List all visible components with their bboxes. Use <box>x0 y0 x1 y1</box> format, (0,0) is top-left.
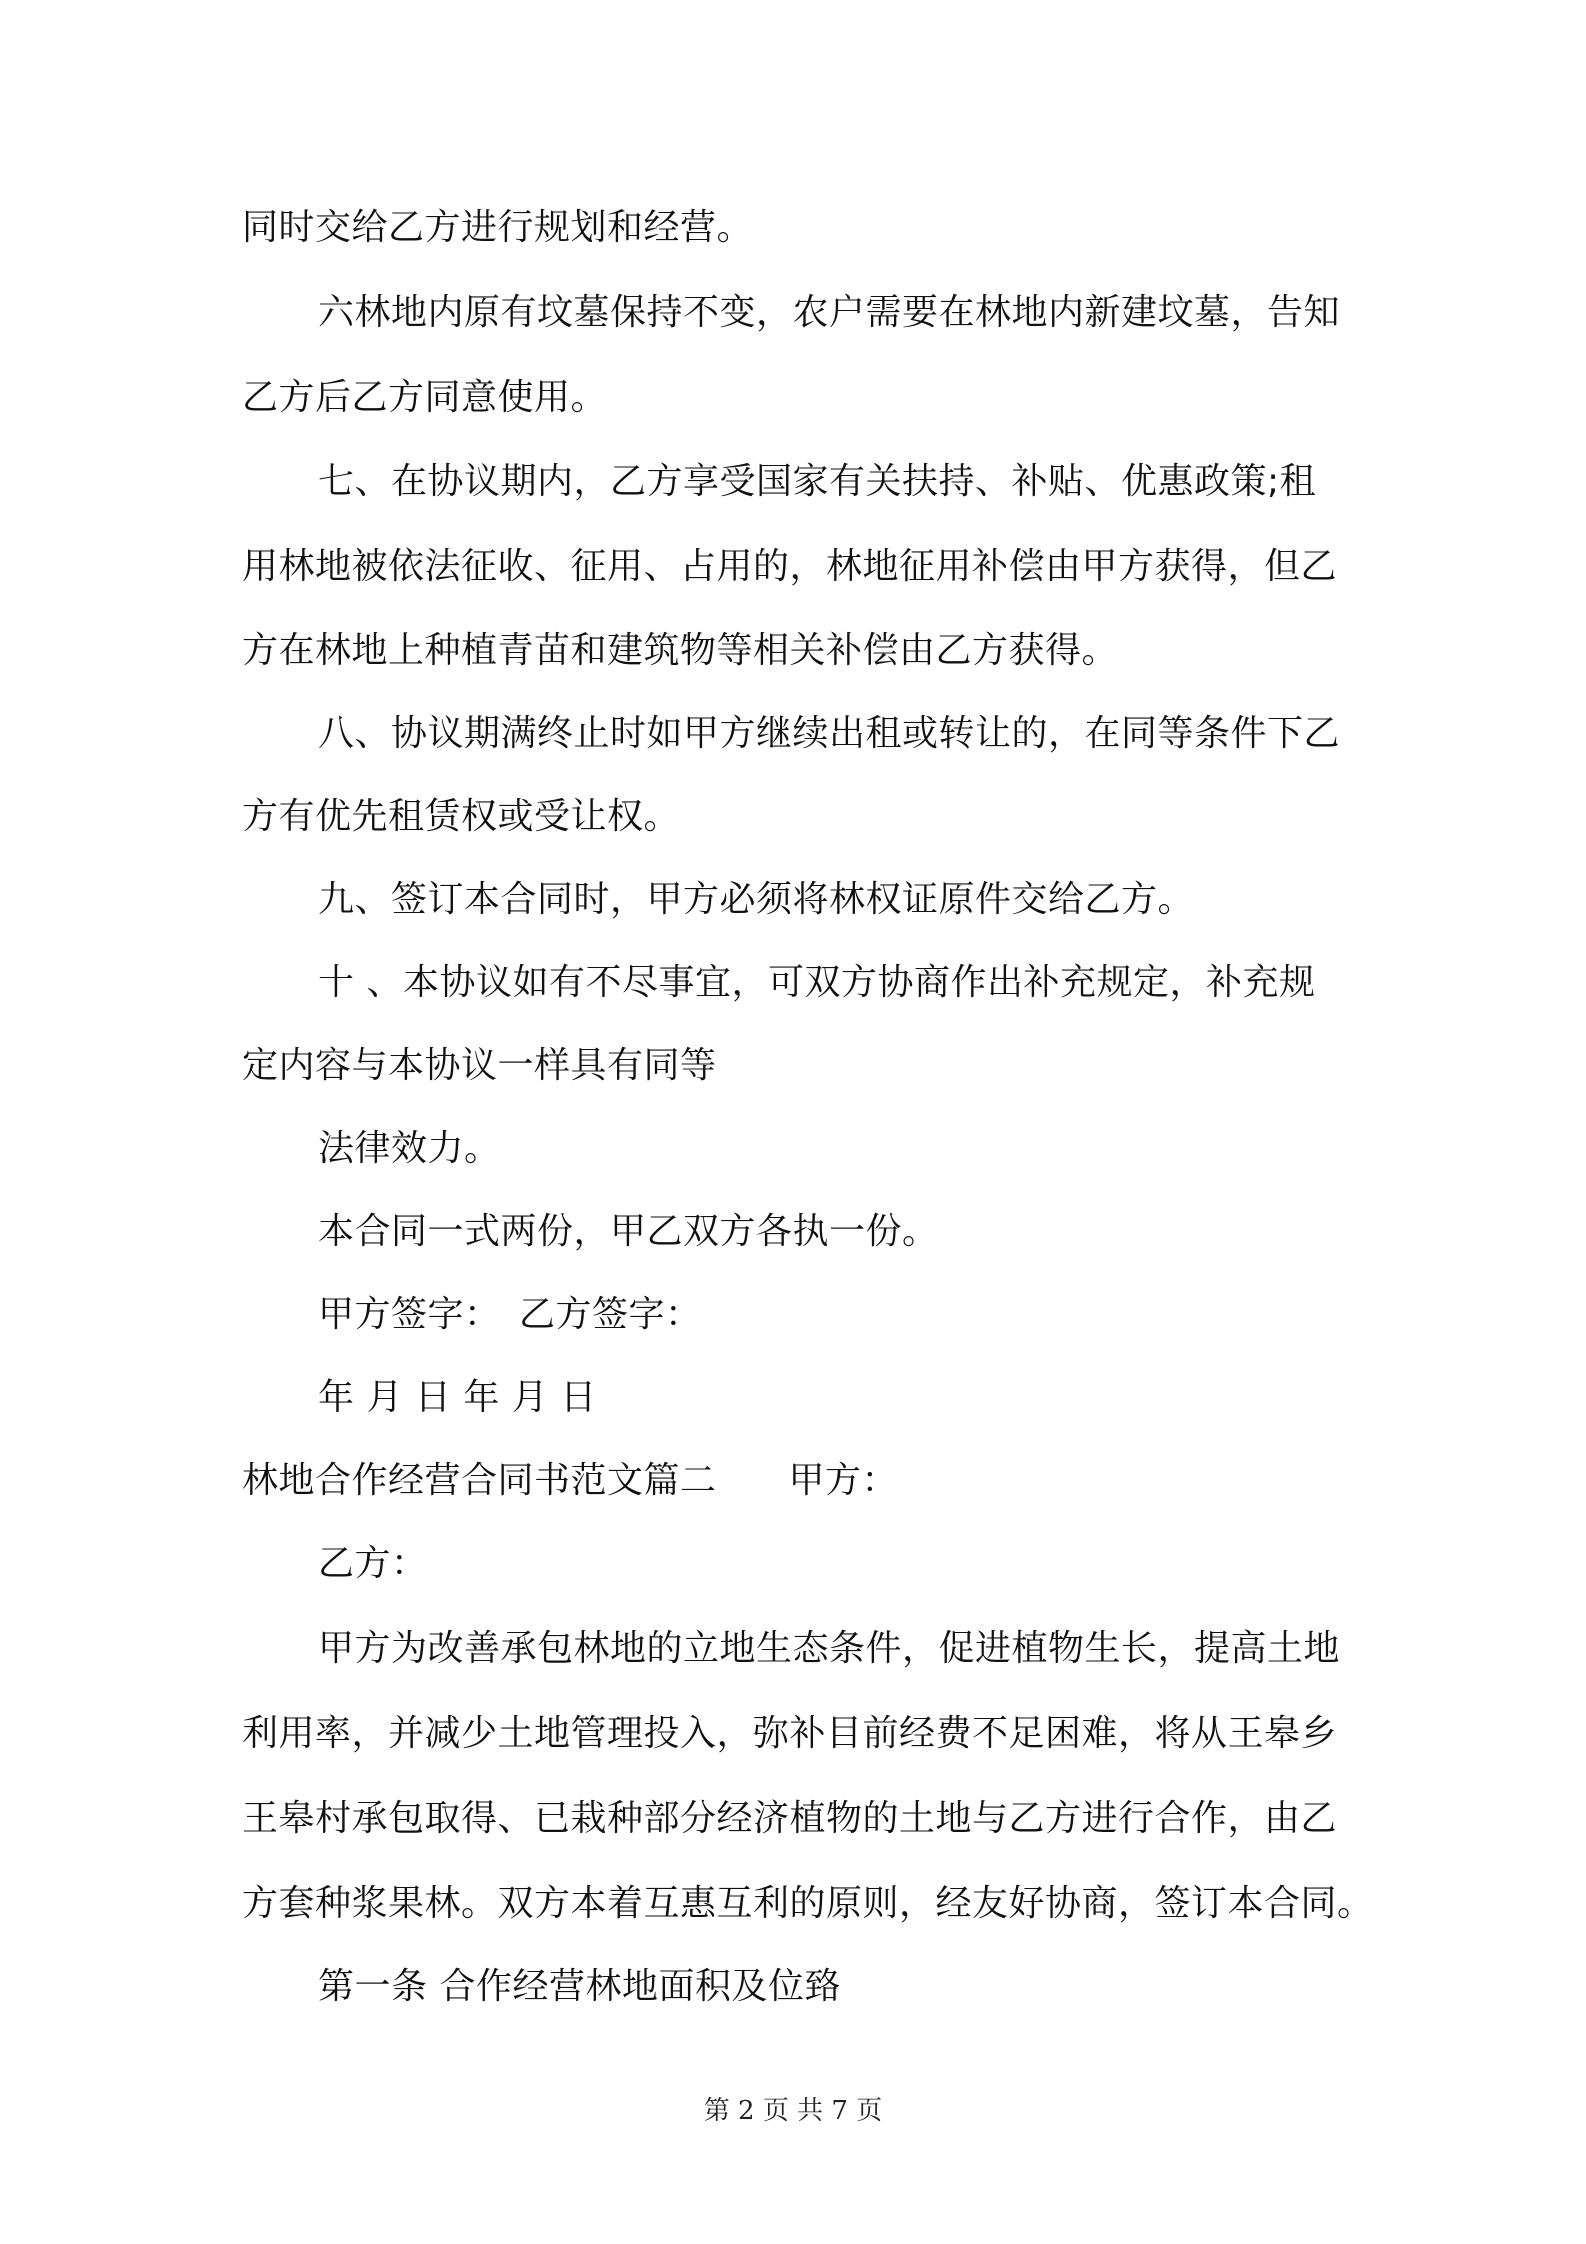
paragraph-line: 本合同一式两份，甲乙双方各执一份。 <box>318 1211 939 1252</box>
paragraph-line: 七、在协议期内，乙方享受国家有关扶持、补贴、优惠政策;租 <box>318 461 1317 502</box>
party-b-label: 乙方： <box>318 1543 428 1584</box>
party-a-label: 甲方： <box>788 1460 899 1501</box>
paragraph-line: 方套种浆果林。双方本着互惠互利的原则，经友好协商，签订本合同。 <box>242 1883 1374 1924</box>
paragraph-line: 王皋村承包取得、已栽种部分经济植物的土地与乙方进行合作，由乙 <box>242 1798 1338 1839</box>
paragraph-line: 乙方后乙方同意使用。 <box>242 377 608 418</box>
paragraph-line: 九、签订本合同时，甲方必须将林权证原件交给乙方。 <box>318 879 1195 920</box>
paragraph-line: 用林地被依法征收、征用、占用的，林地征用补偿由甲方获得，但乙 <box>242 546 1338 587</box>
signature-line: 甲方签字： 乙方签字： <box>318 1294 702 1335</box>
paragraph-line: 法律效力。 <box>318 1128 501 1169</box>
date-line: 年 月 日 年 月 日 <box>318 1377 597 1418</box>
article-heading: 第一条 合作经营林地面积及位臵 <box>318 1966 841 2007</box>
paragraph-line: 方有优先租赁权或受让权。 <box>242 796 681 837</box>
paragraph-line: 定内容与本协议一样具有同等 <box>242 1045 717 1086</box>
paragraph-line: 方在林地上种植青苗和建筑物等相关补偿由乙方获得。 <box>242 630 1119 671</box>
paragraph-line: 甲方为改善承包林地的立地生态条件，促进植物生长，提高土地 <box>318 1628 1341 1669</box>
paragraph-line: 六林地内原有坟墓保持不变，农户需要在林地内新建坟墓，告知 <box>318 292 1341 333</box>
section-title-line <box>242 1458 1362 1504</box>
page-number: 第 2 页 共 7 页 <box>703 2096 883 2126</box>
section-title: 林地合作经营合同书范文篇二 <box>242 1460 717 1501</box>
paragraph-line: 同时交给乙方进行规划和经营。 <box>242 207 754 248</box>
paragraph-line: 十 、本协议如有不尽事宜，可双方协商作出补充规定，补充规 <box>318 962 1316 1003</box>
paragraph-line: 利用率，并减少土地管理投入，弥补目前经费不足困难，将从王皋乡 <box>242 1713 1338 1754</box>
paragraph-line: 八、协议期满终止时如甲方继续出租或转让的，在同等条件下乙 <box>318 713 1341 754</box>
